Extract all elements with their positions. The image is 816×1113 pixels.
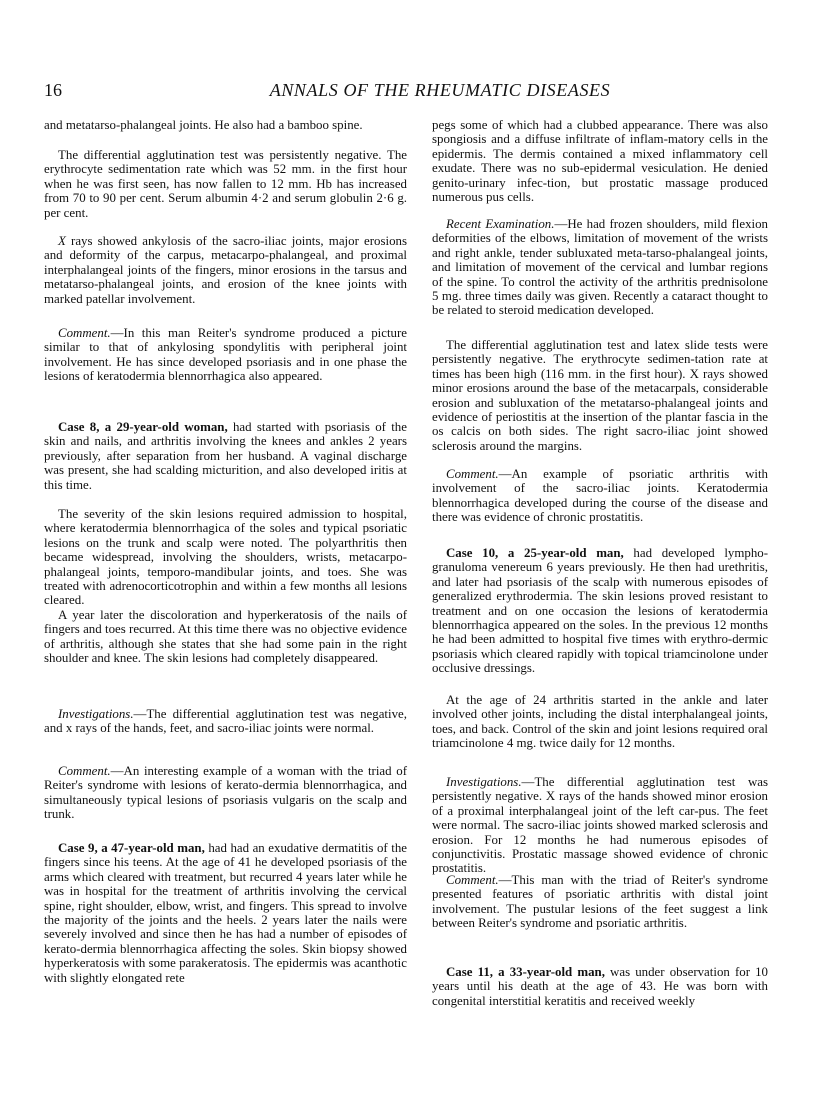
case-heading-paragraph xyxy=(432,546,768,676)
paragraph-text: —The differential agglutination test was persistently negative. X rays of the hands showed minor erosion of a proximal interphalangeal joint of the left car-pus. The feet were normal. The sacro-iliac joints showed marked sclerosis and erosion. For 12 months he had numerous episodes of conjunctivitis. Prostatic massage showed evidence of chronic prostatitis. xyxy=(432,775,768,876)
paragraph-text: —He had frozen shoulders, mild flexion deformities of the elbows, limitation of movement of the wrists and right ankle, tender subluxated meta-tarso-phalangeal joints, and limitation of movement of the cervical and lumbar regions of the spine. To control the activity of the arthritis prednisolone 5 mg. three times daily was given. Recently a cataract thought to be related to steroid medication developed. xyxy=(432,217,768,318)
paragraph-text: —The differential agglutination test was negative, and x rays of the hands, feet, and sacro-iliac joints were normal. xyxy=(44,707,407,736)
paragraph-lead: Comment. xyxy=(58,764,111,778)
paragraph-text: At the age of 24 arthritis started in the ankle and later involved other joints, including the distal interphalangeal joints, toes, and back. Control of the skin and joint lesions required oral triamcinolone 4 mg. twice daily for 12 months. xyxy=(432,693,768,751)
paragraph xyxy=(44,608,407,666)
paragraph-lead: X xyxy=(58,234,66,248)
paragraph-text: A year later the discoloration and hyperkeratosis of the nails of fingers and toes recurred. At this time there was no objective evidence of arthritis, although she states that she had some pain in the right shoulder and knee. The skin lesions had completely disappeared. xyxy=(44,608,407,666)
paragraph-text: pegs some of which had a clubbed appearance. There was also spongiosis and a diffuse infiltrate of inflam-matory cells in the epidermis. The dermis contained a mixed inflammatory cell exudate. There was no sub-epidermal vesiculation. He denied genito-urinary infec-tion, but prostatic massage produced numerous pus cells. xyxy=(432,118,768,205)
comment-paragraph xyxy=(44,326,407,384)
paragraph-text: —This man with the triad of Reiter's syndrome presented features of psoriatic arthritis with distal joint involvement. The pustular lesions of the feet suggest a link between Reiter's syndrome and psoriatic arthritis. xyxy=(432,873,768,931)
paragraph-text: had had an exudative dermatitis of the fingers since his teens. At the age of 41 he developed psoriasis of the arms which cleared with treatment, but recurred 4 years later while he was in hospital for the treatment of arthritis involving the cervical spine, right shoulder, elbow, wrist, and fingers. This spread to involve the majority of the joints and the heels. 2 years later the nails were severely involved and since then he has had a number of episodes of kerato-dermia blennorrhagica affecting the soles. Skin biopsy showed hyperkeratosis with some parakeratosis. The epidermis was acanthotic with slightly elongated rete xyxy=(44,841,407,985)
paragraph-text: was under observation for 10 years until his death at the age of 43. He was born with congenital interstitial keratitis and received weekly xyxy=(432,965,768,1008)
paragraph-text: The differential agglutination test was persistently negative. The erythrocyte sedimentation rate which was 52 mm. in the first hour when he was first seen, has now fallen to 12 mm. Hb has increased from 70 to 90 per cent. Serum albumin 4·2 and serum globulin 2·6 g. per cent. xyxy=(44,148,407,220)
investigations-paragraph xyxy=(432,775,768,876)
paragraph xyxy=(432,693,768,751)
paragraph-lead: Comment. xyxy=(446,467,499,481)
paragraph-text: had developed lympho-granuloma venereum 6 years previously. He then had urethritis, and later had psoriasis of the scalp with numerous episodes of generalized erythrodermia. The skin lesions proved resistant to treatment and on one occasion the lesions of keratodermia blennorrhagica appeared on the soles. In the previous 12 months he had been admitted to hospital five times with erythro-dermic psoriasis which cleared rapidly with topical triamcinolone under occlusive dressings. xyxy=(432,546,769,676)
case-heading: Case 9, a 47-year-old man, xyxy=(58,841,205,855)
case-heading-paragraph xyxy=(432,965,768,1008)
paragraph xyxy=(44,507,407,608)
paragraph xyxy=(44,234,407,306)
paragraph xyxy=(44,118,407,132)
paragraph-text: —In this man Reiter's syndrome produced a picture similar to that of ankylosing spondylitis with peripheral joint involvement. He has since developed psoriasis and in one phase the lesions of keratodermia blennorrhagica also appeared. xyxy=(44,326,407,384)
page-number: 16 xyxy=(44,80,62,100)
paragraph-text: had started with psoriasis of the skin and nails, and arthritis involving the knees and ankles 2 years previously, after separation from her husband. A vaginal discharge was present, she had scalding micturition, and also developed iritis at this time. xyxy=(44,420,407,492)
paragraph-text: The differential agglutination test and latex slide tests were persistently negative. The erythrocyte sedimen-tation rate at times has been high (116 mm. in the first hour). X rays showed minor erosions around the base of the metacarpals, considerable erosion and subluxation of the metatarso-phalangeal joints and evidence of periostitis at the insertion of the plantar fascia in the os calcis on both sides. The right sacro-iliac joint showed sclerosis around the margins. xyxy=(432,338,768,453)
case-heading-paragraph xyxy=(44,420,407,492)
paragraph-text: rays showed ankylosis of the sacro-iliac joints, major erosions and deformity of the carpus, metacarpo-phalangeal, and proximal interphalangeal joints of the fingers, minor erosions in the tarsus and metatarso-phalangeal joints, and erosion of the knee joints with marked patellar involvement. xyxy=(44,234,407,306)
paragraph-text: and metatarso-phalangeal joints. He also had a bamboo spine. xyxy=(44,118,363,132)
comment-paragraph xyxy=(44,764,407,822)
recent-examination-paragraph xyxy=(432,217,768,318)
paragraph-text: —An example of psoriatic arthritis with involvement of the sacro-iliac joints. Keratodermia blennorrhagica developed during the course of the disease and there was evidence of chronic prostatitis. xyxy=(432,467,768,525)
paragraph xyxy=(432,118,768,204)
paragraph-lead: Comment. xyxy=(58,326,111,340)
paragraph-lead: Comment. xyxy=(446,873,499,887)
paragraph xyxy=(44,148,407,220)
paragraph-text: The severity of the skin lesions required admission to hospital, where keratodermia blennorrhagica of the soles and typical psoriatic lesions on the trunk and scalp were noted. The polyarthritis then became widespread, involving the shoulders, wrists, metacarpo-phalangeal joints, temporo-mandibular joints, and toes. She was treated with adrenocorticotrophin and within a few months all lesions cleared. xyxy=(44,507,407,608)
paragraph-lead: Recent Examination. xyxy=(446,217,555,231)
comment-paragraph xyxy=(432,873,768,931)
paragraph-lead: Investigations. xyxy=(446,775,522,789)
paragraph-lead: Investigations. xyxy=(58,707,134,721)
case-heading: Case 8, a 29-year-old woman, xyxy=(58,420,228,434)
running-title: ANNALS OF THE RHEUMATIC DISEASES xyxy=(269,80,611,100)
comment-paragraph xyxy=(432,467,768,525)
case-heading: Case 11, a 33-year-old man, xyxy=(446,965,605,979)
case-heading-paragraph xyxy=(44,841,407,985)
paragraph-text: —An interesting example of a woman with the triad of Reiter's syndrome with lesions of kerato-dermia blennorrhagica, and simultaneously typical lesions of psoriasis vulgaris on the scalp and trunk. xyxy=(44,764,407,822)
case-heading: Case 10, a 25-year-old man, xyxy=(446,546,624,560)
paragraph xyxy=(432,338,768,453)
investigations-paragraph xyxy=(44,707,407,736)
